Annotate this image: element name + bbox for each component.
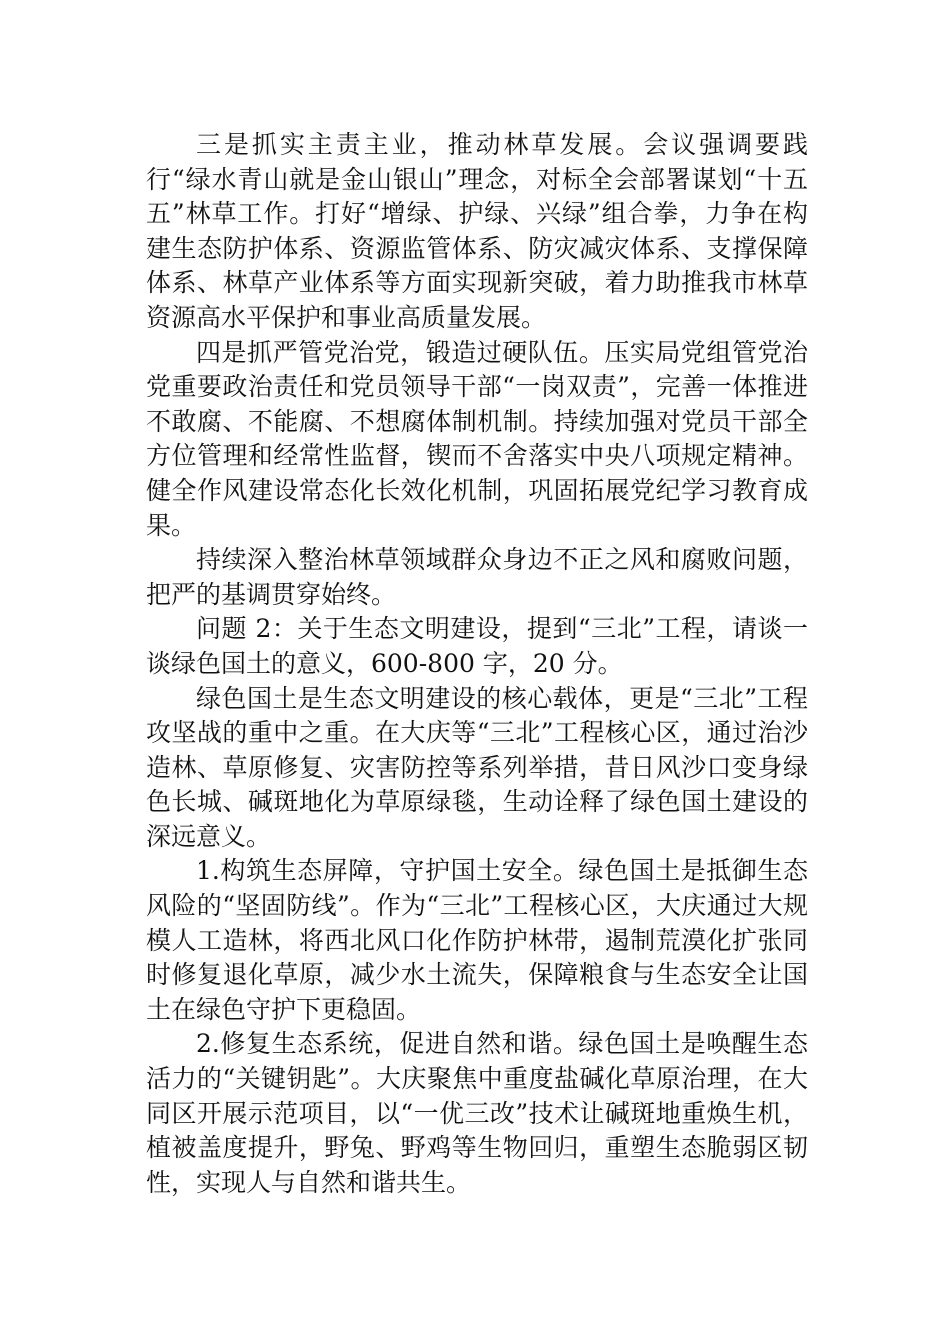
paragraph-point-2: 2.修复生态系统，促进自然和谐。绿色国土是唤醒生态活力的“关键钥匙”。大庆聚焦中重度盐碱化草原治理，在大同区开展示范项目，以“一优三改”技术让碱斑地重焕生机，植被盖度提升，野兔、野鸡等生物回归，重塑生态脆弱区韧性，实现人与自然和谐共生。 — [146, 1029, 808, 1197]
paragraph-rectification: 持续深入整治林草领域群众身边不正之风和腐败问题，把严的基调贯穿始终。 — [146, 545, 808, 609]
paragraph-question-2: 问题 2：关于生态文明建设，提到“三北”工程，请谈一谈绿色国土的意义，600-800 字，20 分。 — [146, 614, 808, 678]
paragraph-main-duty: 三是抓实主责主业，推动林草发展。会议强调要践行“绿水青山就是金山银山”理念，对标全会部署谋划“十五五”林草工作。打好“增绿、护绿、兴绿”组合拳，力争在构建生态防护体系、资源监管体系、防灾减灾体系、支撑保障体系、林草产业体系等方面实现新突破，着力助推我市林草资源高水平保护和事业高质量发展。 — [146, 130, 808, 332]
paragraph-green-land-intro: 绿色国土是生态文明建设的核心载体，更是“三北”工程攻坚战的重中之重。在大庆等“三北”工程核心区，通过治沙造林、草原修复、灾害防控等系列举措，昔日风沙口变身绿色长城、碱斑地化为草原绿毯，生动诠释了绿色国土建设的深远意义。 — [146, 683, 808, 851]
document-body — [146, 128, 808, 1200]
paragraph-point-1: 1.构筑生态屏障，守护国土安全。绿色国土是抵御生态风险的“坚固防线”。作为“三北”工程核心区，大庆通过大规模人工造林，将西北风口化作防护林带，遏制荒漠化扩张同时修复退化草原，减少水土流失，保障粮食与生态安全让国土在绿色守护下更稳固。 — [146, 856, 808, 1024]
paragraph-party-governance: 四是抓严管党治党，锻造过硬队伍。压实局党组管党治党重要政治责任和党员领导干部“一岗双责”，完善一体推进不敢腐、不能腐、不想腐体制机制。持续加强对党员干部全方位管理和经常性监督，锲而不舍落实中央八项规定精神。健全作风建设常态化长效化机制，巩固拓展党纪学习教育成果。 — [146, 337, 808, 540]
